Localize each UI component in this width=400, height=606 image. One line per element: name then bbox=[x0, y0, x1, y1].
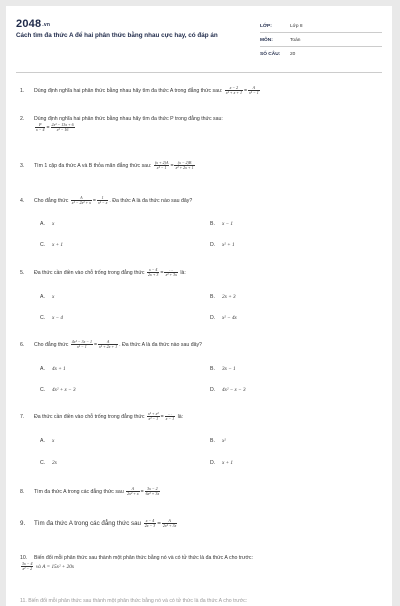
meta-lop: LỚP: Lớp 8 bbox=[260, 24, 382, 29]
fraction: $\frac{A}{\text{x² − 2x² + x}}$ bbox=[71, 195, 91, 205]
option-4a[interactable]: A. x bbox=[40, 221, 55, 227]
fraction: $\frac{3x - 4}{\text{x² − 2}}$ bbox=[22, 561, 33, 571]
fraction: $\frac{\text{2x³ − 13x + 6}}{\text{x² − 16}}$ bbox=[51, 122, 74, 132]
fraction: $\frac{x - 2}{\text{x² + x + 1}}$ bbox=[225, 85, 242, 95]
site-logo[interactable]: 2048.vn bbox=[16, 18, 51, 30]
option-6a[interactable]: A. 4x + 1 bbox=[40, 366, 66, 372]
fraction: $\frac{x - 4}{2x + 3}$ bbox=[147, 267, 159, 277]
option-7c[interactable]: C. 2x bbox=[40, 460, 57, 466]
fraction: $\frac{(x - 2)B}{\text{x² + 2x + 1}}$ bbox=[175, 160, 194, 170]
option-6c[interactable]: C. 4x² + x − 3 bbox=[40, 387, 76, 393]
option-5c[interactable]: C. x − 4 bbox=[40, 315, 63, 321]
fraction: $\frac{A}{\text{x³ − 1}}$ bbox=[249, 85, 259, 95]
fraction: $\frac{A}{\text{x² + 2x + 1}}$ bbox=[98, 339, 118, 349]
fraction: $\frac{A}{\text{2x² + x}}$ bbox=[127, 486, 139, 496]
option-6b[interactable]: B. 3x − 1 bbox=[210, 366, 236, 372]
option-6d[interactable]: D. 4x² − x − 3 bbox=[210, 387, 246, 393]
fraction: … x² + 3x bbox=[165, 267, 177, 277]
worksheet-page bbox=[6, 6, 392, 606]
option-4c[interactable]: C. x + 1 bbox=[40, 242, 63, 248]
fraction: $\frac{(x + 2)A}{\text{x³ − 1}}$ bbox=[154, 160, 169, 170]
fraction: $\frac{1}{\text{x² − x}}$ bbox=[97, 195, 108, 205]
header-divider bbox=[16, 72, 382, 73]
question-8: 8. Tìm đa thức A trong các đẳng thức sau $\frac{A}{\text{2x² + x}}$ = $\frac{3x - 2}{\text{6x² + 3x}}$ bbox=[20, 486, 160, 496]
question-6: 6. Cho đẳng thức $\frac{\text{4x² − 3x − 1}}{\text{x² − 1}}$ = $\frac{A}{\text{x² + 2x + 1}}$ . Đa thức A là đa thức nào sau đây? bbox=[20, 339, 202, 349]
option-7b[interactable]: B. x² bbox=[210, 438, 226, 444]
option-4b[interactable]: B. x − 1 bbox=[210, 221, 233, 227]
fraction: $\frac{\text{x² + x²}}{\text{x² − 1}}$ bbox=[147, 411, 159, 421]
fraction: $\frac{P}{x - 4}$ bbox=[36, 122, 45, 132]
question-4: 4. Cho đẳng thức $\frac{A}{\text{x² − 2x² + x}}$ = $\frac{1}{\text{x² − x}}$ . Đa thức A là đa thức nào sau đây? bbox=[20, 195, 193, 205]
question-7: 7. Đa thức cần điền vào chỗ trống trong đẳng thức $\frac{\text{x² + x²}}{\text{x² − 1}}$ = … x − 1 là: bbox=[20, 411, 184, 421]
fraction: $\frac{A}{\text{2x² + 3x}}$ bbox=[162, 518, 177, 528]
question-11-partial: 11. Biến đổi mỗi phân thức sau thành một phân thức bằng nó và có tử thức là đa thức A cho trước: bbox=[20, 598, 248, 604]
fraction: $\frac{3x - 2}{\text{6x² + 3x}}$ bbox=[145, 486, 160, 496]
question-3: 3. Tìm 1 cặp đa thức A và B thỏa mãn đẳng thức sau: $\frac{(x + 2)A}{\text{x³ − 1}}$ = $\frac{(x - 2)B}{\text{x² + 2x + 1}}$ bbox=[20, 160, 194, 170]
fraction: … x − 1 bbox=[165, 411, 175, 421]
header bbox=[16, 14, 382, 69]
option-5a[interactable]: A. x bbox=[40, 294, 55, 300]
option-5b[interactable]: B. 2x + 3 bbox=[210, 294, 236, 300]
question-2: 2. Dùng định nghĩa hai phân thức bằng nhau hãy tìm đa thức P trong đẳng thức sau: $\frac{P}{x - 4}$ = $\frac{\text{2x³ − 13x + 6}}{\text{x² − 16}}$ bbox=[20, 116, 223, 132]
option-4d[interactable]: D. x² + 1 bbox=[210, 242, 235, 248]
question-1: 1. Dùng định nghĩa hai phân thức bằng nhau hãy tìm đa thức A trong đẳng thức sau: $\frac{x - 2}{\text{x² + x + 1}}$ = $\frac{A}{\text{x³ − 1}}$ bbox=[20, 85, 259, 95]
fraction: $\frac{\text{4x² − 3x − 1}}{\text{x² − 1}}$ bbox=[71, 339, 92, 349]
option-5d[interactable]: D. x² − 4x bbox=[210, 315, 237, 321]
page-title: Cách tìm đa thức A để hai phân thức bằng nhau cực hay, có đáp án bbox=[16, 32, 218, 39]
meta-so-cau: SỐ CÂU: 20 bbox=[260, 52, 296, 57]
question-10: 10. Biến đổi mỗi phân thức sau thành một phân thức bằng nó và có tử thức là đa thức A cho trước: $\frac{3x - 4}{\text{x² − 2}}$ và A = 15x² + 20x bbox=[20, 555, 253, 571]
fraction: $\frac{x - 4}{2x - 3}$ bbox=[144, 518, 156, 528]
question-5: 5. Đa thức cần điền vào chỗ trống trong đẳng thức $\frac{x - 4}{2x + 3}$ = … x² + 3x là: bbox=[20, 267, 186, 277]
option-7d[interactable]: D. x + 1 bbox=[210, 460, 233, 466]
meta-mon: MÔN: Toán bbox=[260, 38, 382, 43]
question-9: 9. Tìm đa thức A trong các đẳng thức sau $\frac{x - 4}{2x - 3}$ = $\frac{A}{\text{2x² + 3x}}$ bbox=[20, 518, 177, 528]
option-7a[interactable]: A. x bbox=[40, 438, 55, 444]
